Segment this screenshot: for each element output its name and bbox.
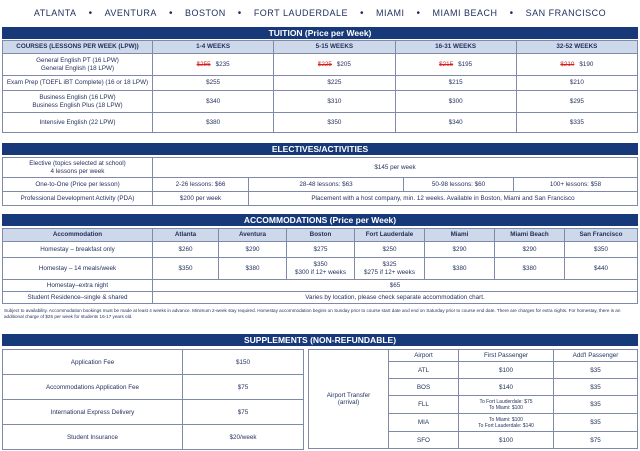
price-cell: $295	[516, 91, 637, 113]
price-cell: $350	[274, 113, 395, 133]
pda-note: Placement with a host company, min. 12 weeks. Available in Boston, Miami and San Francisco	[249, 192, 638, 206]
tuition-header-1-4: 1-4 WEEKS	[153, 41, 274, 54]
price-cell: $350 $300 if 12+ weeks	[287, 258, 355, 280]
acc-header-fort-lauderdale: Fort Lauderdale	[355, 229, 425, 242]
price-cell: $380	[153, 113, 274, 133]
price-cell: $350	[565, 242, 638, 258]
airport-code: ATL	[389, 362, 459, 379]
price-cell: $215	[395, 76, 516, 91]
acc-header-miami-beach: Miami Beach	[495, 229, 565, 242]
tuition-table	[2, 40, 638, 133]
acc-header-atlanta: Atlanta	[153, 229, 219, 242]
price-cell: $275	[287, 242, 355, 258]
price-cell: $255	[153, 76, 274, 91]
price-cell: $380	[495, 258, 565, 280]
price-cell: $225	[274, 76, 395, 91]
fee-row	[3, 425, 304, 450]
extra-night-row	[3, 280, 638, 292]
row-label: Student Residence–single & shared	[3, 292, 153, 304]
old-price: $210	[560, 60, 575, 68]
fees-table	[2, 349, 304, 450]
new-price: $195	[458, 60, 473, 68]
price-cell: $335	[516, 113, 637, 133]
city-boston: BOSTON	[184, 8, 226, 18]
residence-row	[3, 292, 638, 304]
tuition-row-intensive	[3, 113, 638, 133]
row-label: Homestay – breakfast only	[3, 242, 153, 258]
price-cell: $325 $275 if 12+ weeks	[355, 258, 425, 280]
tuition-header-16-31: 16-31 WEEKS	[395, 41, 516, 54]
first-passenger: To Miami: $100 To Fort Lauderdale: $140	[459, 414, 554, 432]
tuition-header-32-52: 32-52 WEEKS	[516, 41, 637, 54]
acc-header-accommodation: Accommodation	[3, 229, 153, 242]
addl-passenger: $35	[554, 362, 638, 379]
airport-code: MIA	[389, 414, 459, 432]
acc-header-miami: Miami	[425, 229, 495, 242]
addl-passenger: $75	[554, 432, 638, 449]
price-cell: $340	[153, 91, 274, 113]
row-label: Homestay–extra night	[3, 280, 153, 292]
accommodation-note: Subject to availability. Accommodation bookings must be made at least 4 weeks in advance. Minimum 2-week stay required. Homestay accommodation begins on Sunday prior to course start date and end on Saturday prior to course end date. There are charges for extra nights. For homestay, there is an additional charge of $25 per week for students 16-17 years old.	[4, 308, 621, 319]
bullet-separator: •	[509, 7, 514, 19]
airport-transfer-label: Airport Transfer (arrival)	[309, 350, 389, 449]
accommodations-table	[2, 228, 638, 304]
city-atlanta: ATLANTA	[33, 8, 77, 18]
city-aventura: AVENTURA	[104, 8, 157, 18]
addl-passenger: $35	[554, 379, 638, 396]
fee-value: $75	[183, 375, 304, 400]
accommodations-title: ACCOMMODATIONS (Price per Week)	[2, 214, 638, 226]
price-cell: $380	[425, 258, 495, 280]
one-to-one-label: One-to-One (Price per lesson)	[3, 178, 153, 192]
one-to-one-price: 50-98 lessons: $60	[404, 178, 514, 192]
supplements-title: SUPPLEMENTS (NON-REFUNDABLE)	[2, 334, 638, 346]
price-cell: $290	[219, 242, 287, 258]
first-passenger-header: First Passenger	[459, 350, 554, 362]
course-name: Exam Prep (TOEFL iBT Complete) (16 or 18 LPW)	[3, 76, 153, 91]
tuition-row-business	[3, 91, 638, 113]
fee-row	[3, 375, 304, 400]
pda-label: Professional Development Activity (PDA)	[3, 192, 153, 206]
fee-value: $20/week	[183, 425, 304, 450]
elective-label: Elective (topics selected at school) 4 lessons per week	[3, 158, 153, 178]
price-cell: $210	[516, 76, 637, 91]
price-cell: $300	[395, 91, 516, 113]
city-miami: MIAMI	[376, 8, 405, 18]
bullet-separator: •	[88, 7, 93, 19]
old-price: $255	[196, 60, 211, 68]
addl-passenger: $35	[554, 414, 638, 432]
row-label: Homestay – 14 meals/week	[3, 258, 153, 280]
homestay-breakfast-row	[3, 242, 638, 258]
course-name: Business English (16 LPW) Business English Plus (18 LPW)	[3, 91, 153, 113]
electives-title: ELECTIVES/ACTIVITIES	[2, 143, 638, 155]
airport-header: Airport	[389, 350, 459, 362]
one-to-one-price: 28-48 lessons: $63	[249, 178, 404, 192]
electives-table	[2, 157, 638, 206]
fee-label: Student Insurance	[3, 425, 183, 450]
price-cell	[516, 54, 637, 76]
price-cell	[274, 54, 395, 76]
one-to-one-row	[3, 178, 638, 192]
course-name: Intensive English (22 LPW)	[3, 113, 153, 133]
acc-header-san-francisco: San Francisco	[565, 229, 638, 242]
price-cell: $250	[355, 242, 425, 258]
fee-row	[3, 400, 304, 425]
tuition-header-course: COURSES (LESSONS PER WEEK (LPW))	[3, 41, 153, 54]
bullet-separator: •	[168, 7, 173, 19]
addl-passenger-header: Add'l Passenger	[554, 350, 638, 362]
acc-header-aventura: Aventura	[219, 229, 287, 242]
fee-value: $150	[183, 350, 304, 375]
airport-code: SFO	[389, 432, 459, 449]
one-to-one-price: 2-26 lessons: $66	[153, 178, 249, 192]
elective-price: $145 per week	[153, 158, 638, 178]
one-to-one-price: 100+ lessons: $58	[514, 178, 638, 192]
tuition-row-general	[3, 54, 638, 76]
city-list	[0, 0, 640, 26]
new-price: $235	[215, 60, 230, 68]
price-cell: $340	[395, 113, 516, 133]
fee-label: Application Fee	[3, 350, 183, 375]
first-passenger: To Fort Lauderdale: $75 To Miami: $100	[459, 396, 554, 414]
tuition-header-5-15: 5-15 WEEKS	[274, 41, 395, 54]
fee-label: Accommodations Application Fee	[3, 375, 183, 400]
price-cell: $440	[565, 258, 638, 280]
homestay-14-row	[3, 258, 638, 280]
airport-code: BOS	[389, 379, 459, 396]
bullet-separator: •	[237, 7, 242, 19]
city-miami-beach: MIAMI BEACH	[432, 8, 498, 18]
course-name: General English PT (16 LPW) General English (18 LPW)	[3, 54, 153, 76]
pda-price: $200 per week	[153, 192, 249, 206]
bullet-separator: •	[360, 7, 365, 19]
price-cell: $260	[153, 242, 219, 258]
acc-header-boston: Boston	[287, 229, 355, 242]
city-san-francisco: SAN FRANCISCO	[525, 8, 607, 18]
price-cell: $290	[425, 242, 495, 258]
bullet-separator: •	[416, 7, 421, 19]
first-passenger: $100	[459, 362, 554, 379]
price-cell	[153, 54, 274, 76]
extra-night-value: $65	[153, 280, 638, 292]
price-cell	[395, 54, 516, 76]
fee-value: $75	[183, 400, 304, 425]
first-passenger: $100	[459, 432, 554, 449]
price-cell: $310	[274, 91, 395, 113]
old-price: $215	[439, 60, 454, 68]
price-cell: $380	[219, 258, 287, 280]
price-cell: $350	[153, 258, 219, 280]
tuition-row-exam	[3, 76, 638, 91]
addl-passenger: $35	[554, 396, 638, 414]
fee-label: International Express Delivery	[3, 400, 183, 425]
tuition-title: TUITION (Price per Week)	[2, 27, 638, 39]
old-price: $225	[317, 60, 332, 68]
elective-row	[3, 158, 638, 178]
city-fort-lauderdale: FORT LAUDERDALE	[253, 8, 349, 18]
price-cell: $290	[495, 242, 565, 258]
new-price: $205	[336, 60, 351, 68]
pda-row	[3, 192, 638, 206]
fee-row	[3, 350, 304, 375]
new-price: $190	[579, 60, 594, 68]
residence-value: Varies by location, please check separate accommodation chart.	[153, 292, 638, 304]
first-passenger: $140	[459, 379, 554, 396]
airport-code: FLL	[389, 396, 459, 414]
airport-transfer-table	[308, 349, 638, 449]
